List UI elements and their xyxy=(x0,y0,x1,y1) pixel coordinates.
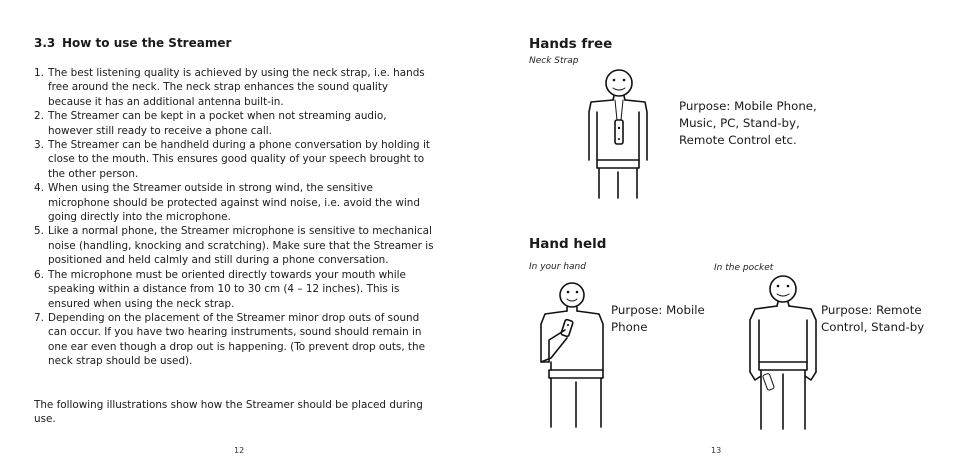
hand-held-heading: Hand held xyxy=(529,236,607,252)
step-number: 5. xyxy=(34,225,44,238)
step-number: 7. xyxy=(34,311,44,324)
in-your-hand-caption: In your hand xyxy=(529,262,586,272)
step-number: 6. xyxy=(34,268,44,281)
step-text: When using the Streamer outside in strong wind, the sensitive microphone should be protected against wind noise, i.e. avoid the wind going directly into the microphone. xyxy=(48,182,420,224)
page-number-left: 12 xyxy=(234,446,245,455)
usage-steps-list xyxy=(34,66,434,369)
step-text: The Streamer can be handheld during a phone conversation by holding it close to the mouth. This ensures good quality of your speech brought to the other person. xyxy=(48,139,430,180)
step-text: Like a normal phone, the Streamer microphone is sensitive to mechanical noise (handling, knocking and scratching). Make sure that the Streamer is positioned and held calmly and still during a phone conversation. xyxy=(48,225,434,267)
section-title: How to use the Streamer xyxy=(62,36,232,50)
in-the-pocket-caption: In the pocket xyxy=(714,263,774,273)
right-page xyxy=(477,0,954,474)
list-item xyxy=(34,109,434,138)
hands-free-heading: Hands free xyxy=(529,36,613,52)
list-item xyxy=(34,311,434,369)
hand-held-purpose: Purpose: Mobile Phone xyxy=(611,303,705,334)
section-heading xyxy=(34,36,231,50)
neck-strap-caption: Neck Strap xyxy=(529,56,579,66)
person-hand-held-icon xyxy=(537,282,612,427)
step-number: 2. xyxy=(34,110,44,123)
hands-free-purpose: Purpose: Mobile Phone, Music, PC, Stand-by, Remote Control etc. xyxy=(679,99,817,147)
step-text: The Streamer can be kept in a pocket when not streaming audio, however still ready to receive a phone call. xyxy=(48,110,387,137)
list-item xyxy=(34,268,434,311)
page-number-right: 13 xyxy=(711,446,722,455)
step-text: The microphone must be oriented directly towards your mouth while speaking within a distance from 10 to 30 cm (4 – 12 inches). This is ensured when using the neck strap. xyxy=(48,268,406,310)
step-number: 3. xyxy=(34,139,44,152)
list-item xyxy=(34,66,434,109)
step-text: The best listening quality is achieved by using the neck strap, i.e. hands free around the neck. The neck strap enhances the sound quality because it has an additional antenna built-in. xyxy=(48,67,425,108)
step-number: 4. xyxy=(34,182,44,195)
list-item xyxy=(34,181,434,224)
section-number: 3.3 xyxy=(34,36,56,50)
illustrations-intro: The following illustrations show how the Streamer should be placed during use. xyxy=(34,399,423,426)
list-item xyxy=(34,224,434,267)
person-pocket-icon xyxy=(747,274,822,429)
step-text: Depending on the placement of the Streamer minor drop outs of sound can occur. If you have two hearing instruments, sound should remain in one ear even though a drop out is happening. (To prevent drop outs, the neck strap should be used). xyxy=(48,311,425,368)
person-neck-strap-icon xyxy=(583,68,653,198)
list-item xyxy=(34,138,434,181)
pocket-purpose: Purpose: Remote Control, Stand-by xyxy=(821,303,925,334)
step-number: 1. xyxy=(34,67,44,79)
